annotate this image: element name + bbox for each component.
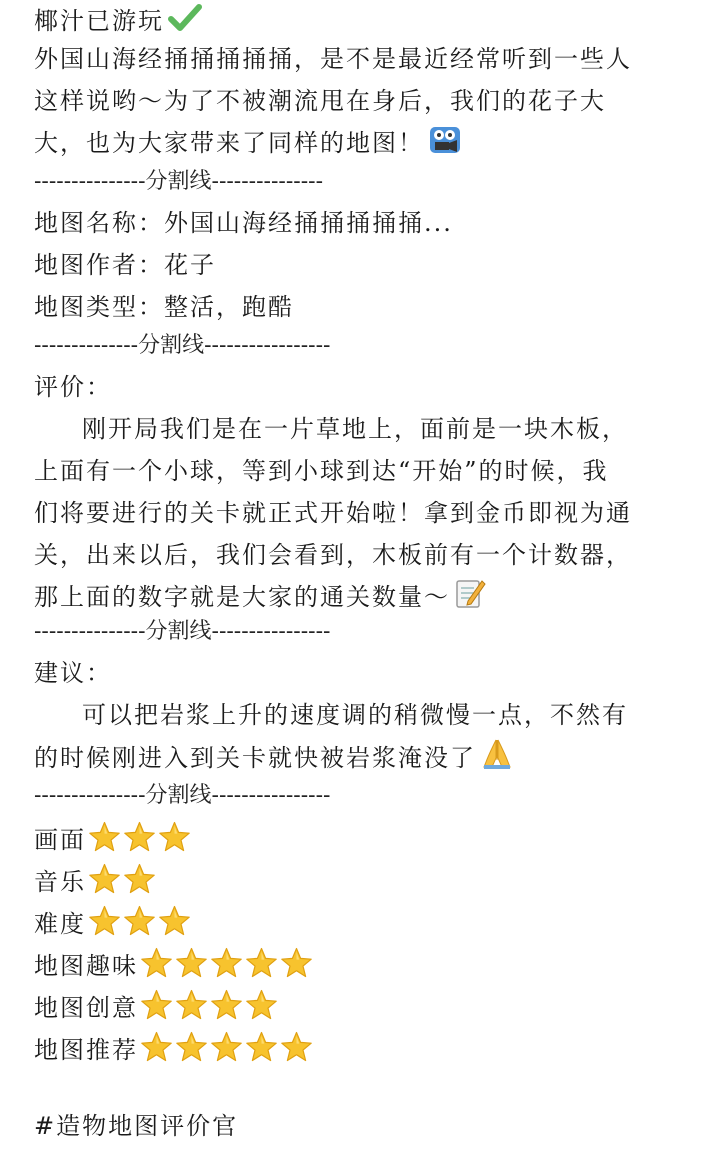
star-icon <box>88 905 121 938</box>
star-icon <box>123 821 156 854</box>
post-title: 椰汁已游玩 <box>34 7 164 35</box>
star-icon <box>158 905 191 938</box>
ratings-list <box>34 816 313 1068</box>
review-heading: 评价： <box>34 373 112 401</box>
suggestion-section <box>34 652 690 783</box>
map-name-line: 地图名称：外国山海经捅捅捅捅捅... <box>34 209 453 237</box>
star-icon <box>210 947 243 980</box>
star-icon <box>245 989 278 1022</box>
rating-stars <box>140 947 313 980</box>
star-icon <box>210 1031 243 1064</box>
divider-1: ---------------分割线--------------- <box>34 169 324 194</box>
rating-label: 难度 <box>34 909 86 938</box>
rating-label: 地图创意 <box>34 993 138 1022</box>
star-icon <box>245 1031 278 1064</box>
star-icon <box>140 947 173 980</box>
review-line-2: 上面有一个小球，等到小球到达“开始”的时候，我 <box>34 457 609 485</box>
star-icon <box>123 905 156 938</box>
review-line-1: 刚开局我们是在一片草地上，面前是一块木板， <box>82 415 628 443</box>
movie-camera-icon <box>428 123 462 168</box>
rating-stars <box>88 863 156 896</box>
suggestion-heading: 建议： <box>34 659 112 687</box>
star-icon <box>88 821 121 854</box>
rating-stars <box>140 1031 313 1064</box>
rating-stars <box>88 821 191 854</box>
intro-line-2: 这样说哟～为了不被潮流甩在身后，我们的花子大 <box>34 87 606 115</box>
star-icon <box>280 1031 313 1064</box>
rating-row <box>34 942 313 984</box>
review-line-5-text: 那上面的数字就是大家的通关数量～ <box>34 583 450 611</box>
divider-2: --------------分割线----------------- <box>34 333 331 358</box>
star-icon <box>158 821 191 854</box>
map-type-line: 地图类型：整活，跑酷 <box>34 293 294 321</box>
star-icon <box>245 947 278 980</box>
review-line-4: 关，出来以后，我们会看到，木板前有一个计数器， <box>34 541 632 569</box>
suggestion-line-2-text: 的时候刚进入到关卡就快被岩浆淹没了 <box>34 744 476 772</box>
star-icon <box>140 1031 173 1064</box>
map-info-block <box>34 202 453 328</box>
star-icon <box>175 989 208 1022</box>
divider-3: ---------------分割线---------------- <box>34 619 331 644</box>
star-icon <box>140 989 173 1022</box>
hashtag[interactable]: #造物地图评价官 <box>34 1112 239 1140</box>
star-icon <box>175 947 208 980</box>
rating-stars <box>140 989 278 1022</box>
rating-row <box>34 858 313 900</box>
rating-label: 画面 <box>34 825 86 854</box>
review-section <box>34 366 690 622</box>
memo-icon <box>454 577 486 622</box>
intro-block <box>34 38 632 168</box>
review-line-3: 们将要进行的关卡就正式开始啦！拿到金币即视为通 <box>34 499 632 527</box>
rating-row <box>34 984 313 1026</box>
rating-row <box>34 816 313 858</box>
suggestion-line-1: 可以把岩浆上升的速度调的稍微慢一点，不然有 <box>82 701 628 729</box>
divider-4: ---------------分割线---------------- <box>34 783 331 808</box>
rating-stars <box>88 905 191 938</box>
star-icon <box>88 863 121 896</box>
star-icon <box>175 1031 208 1064</box>
rating-row <box>34 900 313 942</box>
rating-label: 音乐 <box>34 867 86 896</box>
star-icon <box>280 947 313 980</box>
rating-label: 地图推荐 <box>34 1035 138 1064</box>
rating-label: 地图趣味 <box>34 951 138 980</box>
rating-row <box>34 1026 313 1068</box>
folded-hands-icon <box>480 736 514 783</box>
star-icon <box>210 989 243 1022</box>
intro-line-3-text: 大，也为大家带来了同样的地图！ <box>34 129 424 157</box>
intro-line-1: 外国山海经捅捅捅捅捅，是不是最近经常听到一些人 <box>34 45 632 73</box>
star-icon <box>123 863 156 896</box>
map-author-line: 地图作者：花子 <box>34 251 216 279</box>
